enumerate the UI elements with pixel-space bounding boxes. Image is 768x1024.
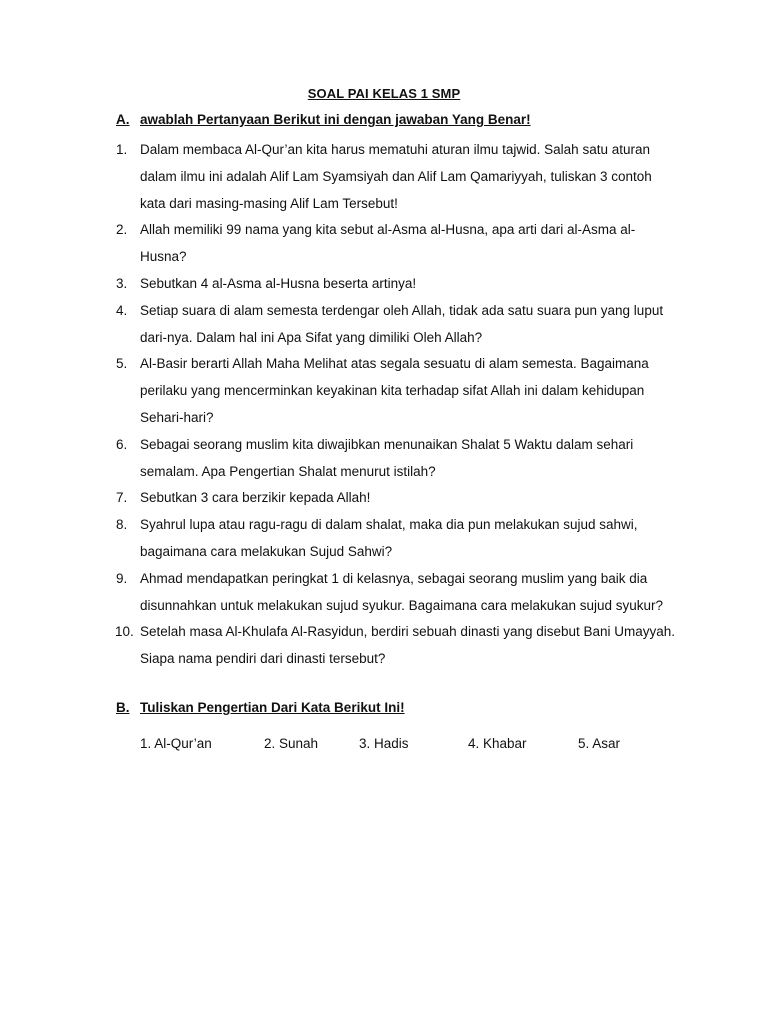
question-item — [116, 432, 676, 486]
term-item: 3. Hadis — [359, 736, 409, 751]
question-item — [116, 137, 676, 217]
question-number: 3. — [116, 275, 128, 291]
section-a-instruction: awablah Pertanyaan Berikut ini dengan jawaban Yang Benar! — [140, 112, 531, 127]
section-a-letter: A. — [116, 112, 130, 127]
term-item: 2. Sunah — [264, 736, 319, 751]
question-text: Allah memiliki 99 nama yang kita sebut al-Asma al-Husna, apa arti dari al-Asma al-Husna? — [140, 222, 636, 265]
section-b-instruction: Tuliskan Pengertian Dari Kata Berikut Ini! — [140, 700, 405, 715]
question-item — [116, 512, 676, 566]
page-title: SOAL PAI KELAS 1 SMP — [307, 86, 461, 101]
question-number: 6. — [116, 436, 128, 452]
question-text: Al-Basir berarti Allah Maha Melihat atas segala sesuatu di alam semesta. Bagaimana perilaku yang mencerminkan keyakinan kita terhadap sifat Allah ini dalam kehidupan Sehari-hari? — [140, 356, 649, 425]
question-text: Syahrul lupa atau ragu-ragu di dalam shalat, maka dia pun melakukan sujud sahwi, bagaimana cara melakukan Sujud Sahwi? — [140, 517, 638, 559]
question-number: 10. — [115, 624, 134, 640]
question-item — [116, 485, 676, 512]
question-number: 5. — [116, 356, 128, 372]
term-item: 5. Asar — [578, 736, 621, 751]
question-number: 7. — [116, 490, 128, 506]
question-text: Sebutkan 3 cara berzikir kepada Allah! — [140, 490, 371, 506]
section-b-letter: B. — [116, 700, 130, 715]
question-item — [116, 271, 676, 298]
question-item — [116, 619, 676, 673]
term-item: 1. Al-Qur’an — [140, 736, 212, 751]
question-number: 9. — [116, 570, 128, 586]
question-text: Sebagai seorang muslim kita diwajibkan menunaikan Shalat 5 Waktu dalam sehari semalam. Apa Pengertian Shalat menurut istilah? — [140, 436, 634, 479]
question-number: 8. — [116, 517, 128, 533]
question-number: 2. — [116, 222, 128, 238]
question-number: 1. — [116, 142, 128, 157]
question-item — [116, 298, 676, 352]
question-item — [116, 566, 676, 620]
question-item — [116, 217, 676, 271]
question-item — [116, 351, 676, 431]
question-text: Setelah masa Al-Khulafa Al-Rasyidun, berdiri sebuah dinasti yang disebut Bani Umayyah. Siapa nama pendiri dari dinasti tersebut? — [140, 624, 676, 667]
question-text: Setiap suara di alam semesta terdengar oleh Allah, tidak ada satu suara pun yang luput dari-nya. Dalam hal ini Apa Sifat yang dimiliki Oleh Allah? — [140, 302, 664, 345]
question-text: Ahmad mendapatkan peringkat 1 di kelasnya, sebagai seorang muslim yang baik dia disunnahkan untuk melakukan sujud syukur. Bagaimana cara melakukan sujud syukur? — [140, 570, 664, 613]
question-number: 4. — [116, 302, 128, 318]
question-list — [116, 137, 676, 673]
question-text: Dalam membaca Al-Qur’an kita harus mematuhi aturan ilmu tajwid. Salah satu aturan dalam ilmu ini adalah Alif Lam Syamsiyah dan Alif Lam Qamariyyah, tuliskan 3 contoh kata dari masing-masing Alif Lam Tersebut! — [140, 142, 652, 211]
question-text: Sebutkan 4 al-Asma al-Husna beserta artinya! — [140, 275, 417, 291]
term-item: 4. Khabar — [468, 736, 527, 751]
